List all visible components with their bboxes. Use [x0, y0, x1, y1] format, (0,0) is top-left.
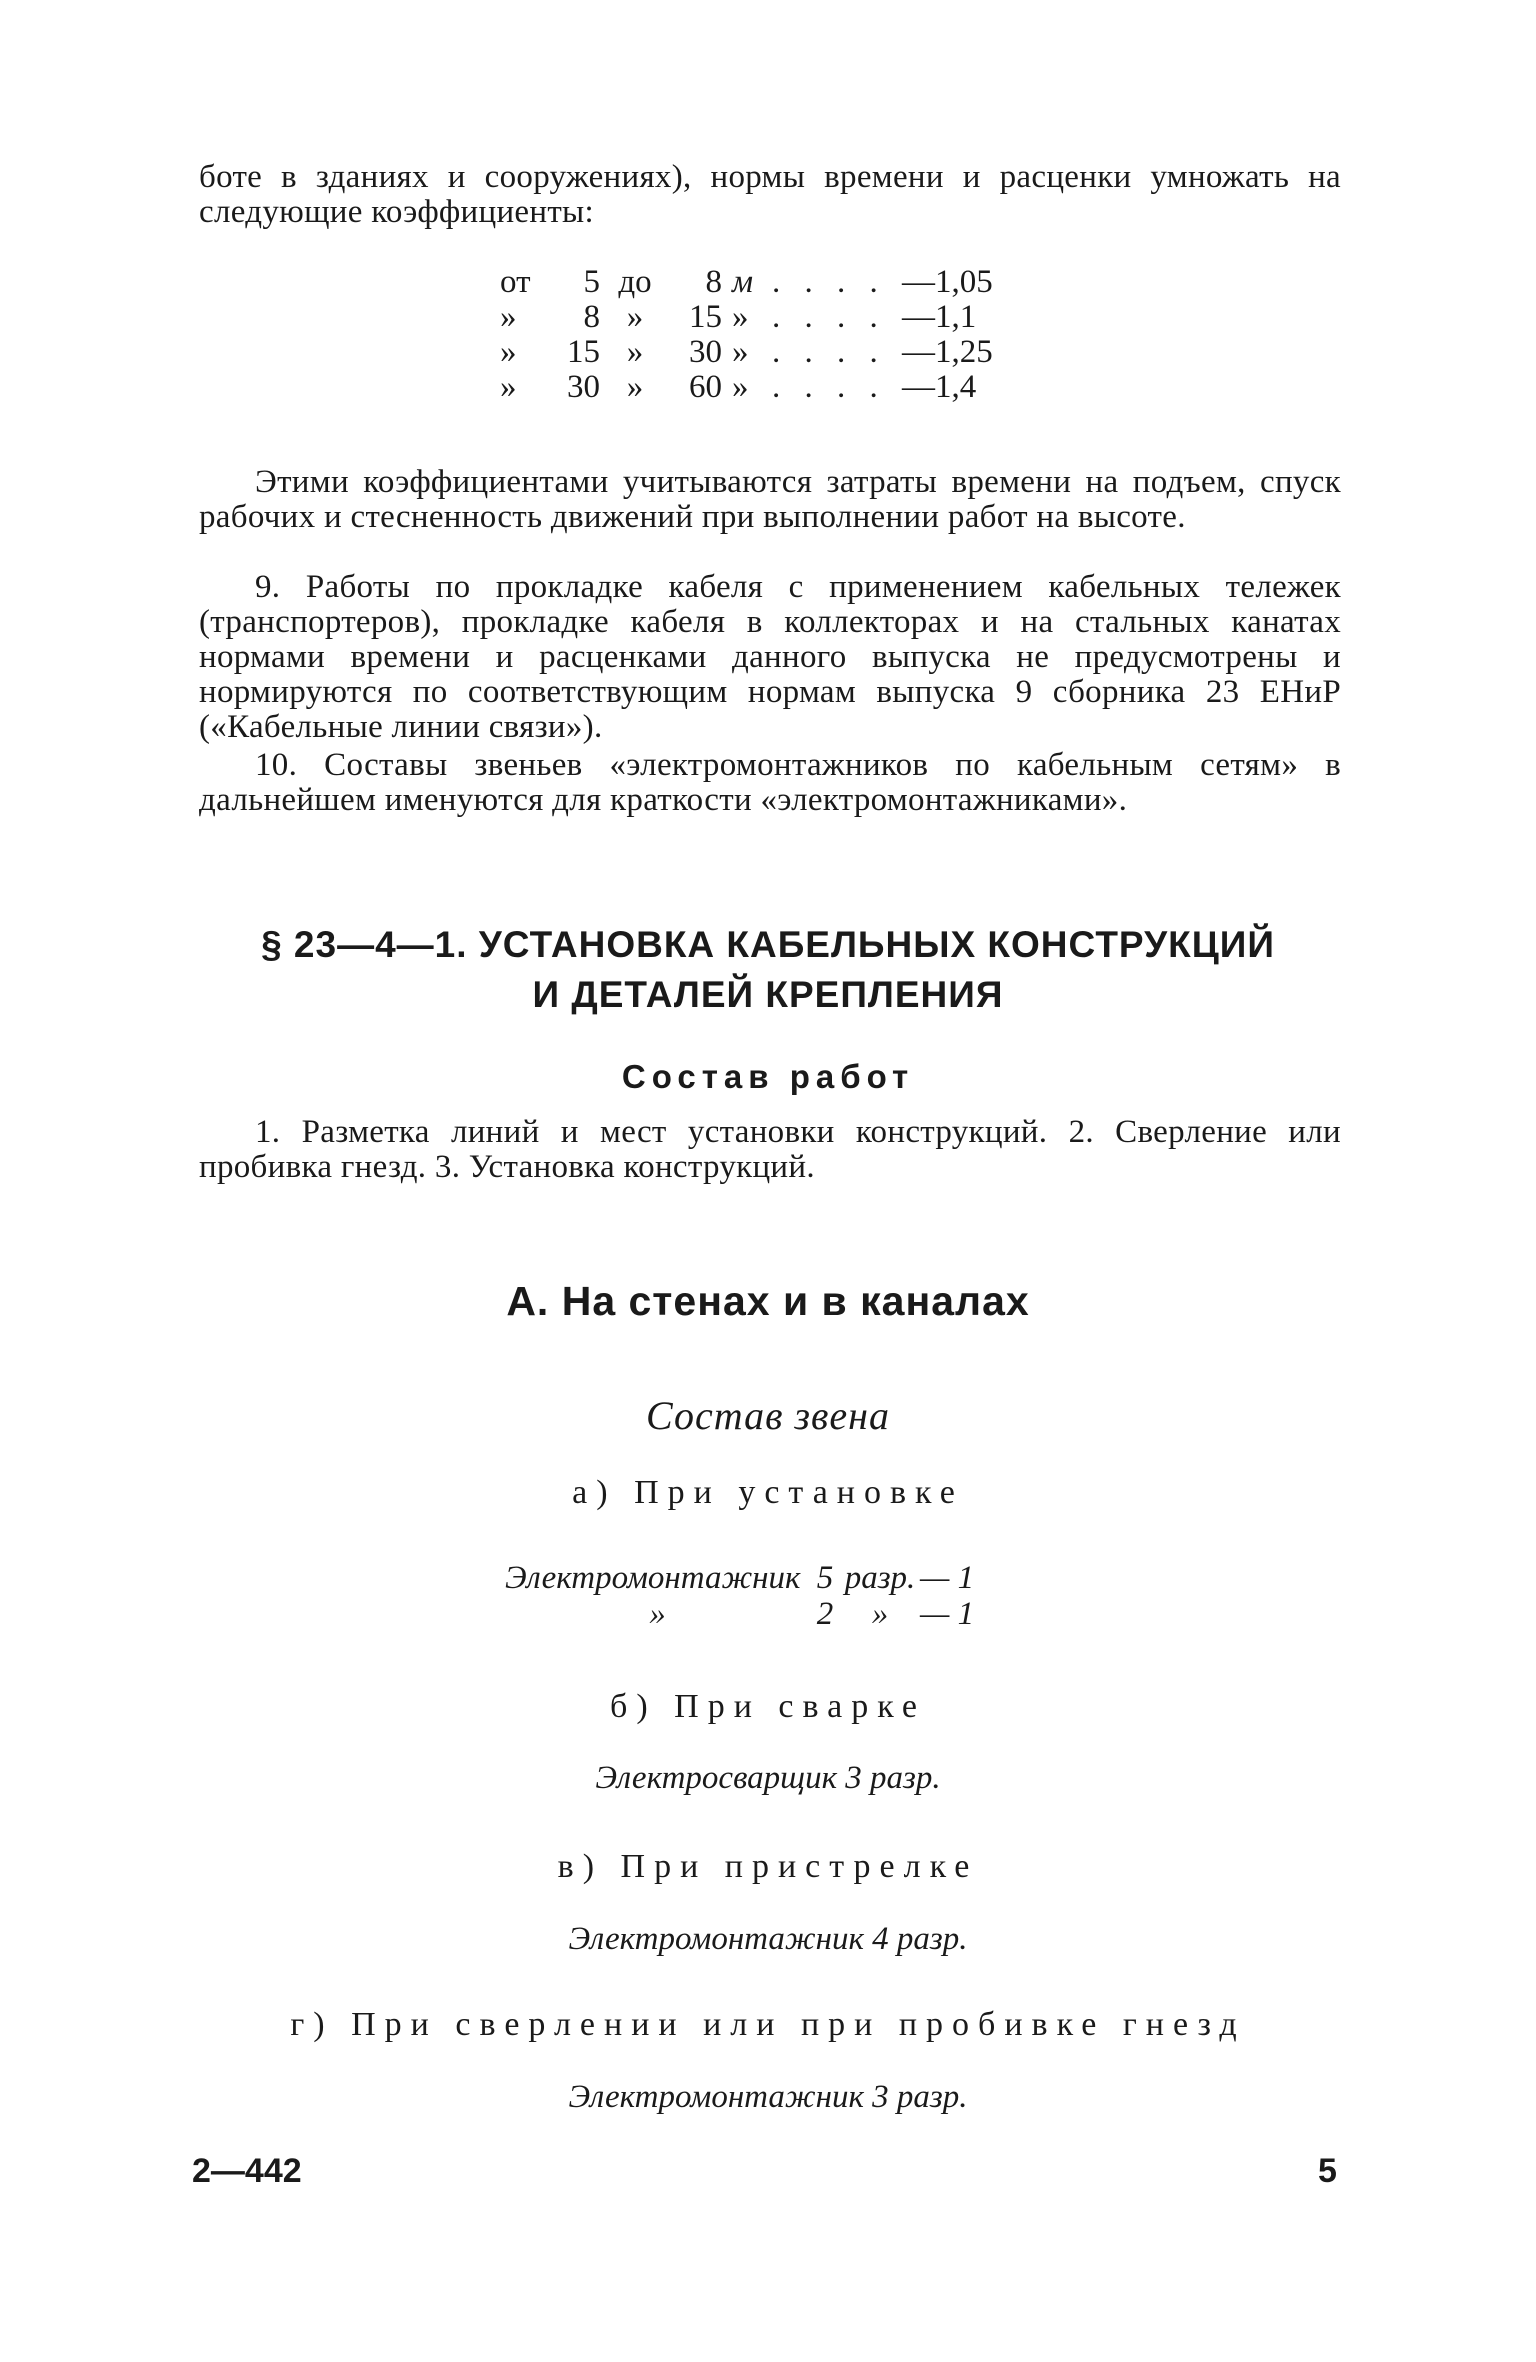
crew-g-worker: Электромонтажник 3 разр.: [568, 2079, 968, 2115]
coef-unit: »: [732, 369, 749, 405]
crew-a-worker-1: [505, 1560, 1045, 1596]
coef-dots: . . . .: [772, 334, 886, 370]
worker-name: »: [649, 1596, 666, 1632]
worker-grade-unit: »: [871, 1596, 889, 1632]
section-title-line1: § 23—4—1. УСТАНОВКА КАБЕЛЬНЫХ КОНСТРУКЦИЙ: [261, 924, 1275, 965]
page-number: 5: [1318, 2152, 1337, 2190]
coef-from: 30: [567, 369, 600, 405]
coef-to-word: »: [626, 334, 644, 370]
crew-g-label: г) При сверлении или при пробивке гнезд: [290, 2006, 1246, 2043]
coef-prefix: »: [500, 334, 517, 370]
coef-to: 30: [689, 334, 722, 370]
worker-grade-unit: разр.: [844, 1560, 916, 1596]
coef-value: —1,05: [902, 264, 993, 300]
works-text: [199, 1115, 1341, 1185]
coef-from: 5: [583, 264, 600, 300]
item-9: [199, 570, 1341, 745]
item-9-text: 9. Работы по прокладке кабеля с применением кабельных тележек (транспортеров), прокладке кабеля в коллекторах и на стальных канатах нормами времени и расценками данного выпуска не предусмотрены и нормируются по соответствующим нормам выпуска 9 сборника 23 ЕНиР («Кабельные линии связи»).: [199, 569, 1341, 745]
coefficient-note-text: Этими коэффициентами учитываются затраты времени на подъем, спуск рабочих и стесненность движений при выполнении работ на высоте.: [199, 464, 1341, 535]
subsection-title: А. На стенах и в каналах: [506, 1278, 1030, 1324]
item-10-text: 10. Составы звеньев «электромонтажников по кабельным сетям» в дальнейшем именуются для краткости «электромонтажниками».: [199, 747, 1341, 818]
coef-value: —1,1: [902, 299, 977, 335]
printer-signature: 2—442: [192, 2152, 302, 2190]
crew-a-label: а) При установке: [572, 1474, 964, 1511]
worker-name: Электромонтажник: [505, 1560, 801, 1596]
coef-to-word: до: [618, 264, 652, 300]
coef-prefix: »: [500, 299, 517, 335]
coef-value: —1,25: [902, 334, 993, 370]
coefficient-row: [500, 300, 1012, 335]
section-title-line2: И ДЕТАЛЕЙ КРЕПЛЕНИЯ: [532, 974, 1004, 1015]
crew-a-worker-2: [505, 1596, 1045, 1632]
coef-to: 8: [705, 264, 722, 300]
coef-value: —1,4: [902, 369, 977, 405]
works-text-content: 1. Разметка линий и мест установки конструкций. 2. Сверление или пробивка гнезд. 3. Установка конструкций.: [199, 1114, 1341, 1185]
coefficient-table: [500, 265, 1012, 405]
coef-prefix: »: [500, 369, 517, 405]
coef-prefix: от: [500, 264, 531, 300]
coef-to: 60: [689, 369, 722, 405]
crew-v-worker: Электромонтажник 4 разр.: [568, 1921, 968, 1957]
crew-a-workers: [505, 1560, 1045, 1632]
coef-unit: »: [732, 334, 749, 370]
crew-b-worker: Электросварщик 3 разр.: [595, 1760, 941, 1796]
crew-b-label: б) При сварке: [610, 1688, 926, 1725]
coefficient-row: [500, 335, 1012, 370]
coef-to-word: »: [626, 299, 644, 335]
coef-from: 8: [583, 299, 600, 335]
worker-grade: 5: [816, 1560, 834, 1596]
coefficient-note: [199, 465, 1341, 535]
coef-to: 15: [689, 299, 722, 335]
worker-grade: 2: [816, 1596, 834, 1632]
section-title: [0, 920, 1536, 1020]
works-heading: Состав работ: [621, 1058, 915, 1095]
coefficient-row: [500, 370, 1012, 405]
worker-count: — 1: [920, 1560, 975, 1596]
item-10: [199, 748, 1341, 818]
coef-unit: м: [732, 264, 754, 300]
crew-v-label: в) При пристрелке: [557, 1848, 979, 1885]
coef-dots: . . . .: [772, 299, 886, 335]
crew-heading: Состав звена: [645, 1393, 890, 1438]
coef-dots: . . . .: [772, 369, 886, 405]
coef-from: 15: [567, 334, 600, 370]
coef-dots: . . . .: [772, 264, 886, 300]
coefficient-row: [500, 265, 1012, 300]
worker-count: — 1: [920, 1596, 975, 1632]
coef-unit: »: [732, 299, 749, 335]
intro-paragraph: боте в зданиях и сооружениях), нормы времени и расценки умножать на следующие коэффициенты:: [199, 159, 1341, 230]
coef-to-word: »: [626, 369, 644, 405]
